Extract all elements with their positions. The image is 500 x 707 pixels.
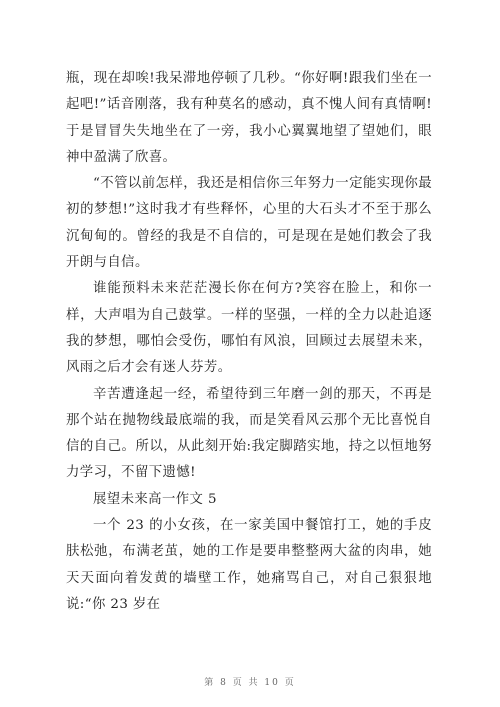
section-heading: 展望未来高一作文 5: [93, 491, 217, 507]
paragraph-3: 谁能预料未来茫茫漫长你在何方?笑容在脸上，和你一样，大声唱为自己鼓掌。一样的坚强，一样的全力以赴追逐我的梦想，哪怕会受伤，哪怕有风浪，回顾过去展望未来，风雨之后才会有迷人芬芳。: [66, 281, 432, 376]
document-body: [66, 66, 432, 618]
page-number-footer: 第 8 页 共 10 页: [204, 678, 296, 688]
paragraph-1: 瓶，现在却唉!我呆滞地停顿了几秒。“你好啊!跟我们坐在一起吧!”话音刚落，我有种莫名的感动，真不愧人间有真情啊!于是冒冒失失地坐在了一旁，我小心翼翼地望了望她们，眼神中盈满了欣喜。: [66, 71, 432, 165]
paragraph-2: “不管以前怎样，我还是相信你三年努力一定能实现你最初的梦想!”这时我才有些释怀，心里的大石头才不至于那么沉甸甸的。曾经的我是不自信的，可是现在是她们教会了我开朗与自信。: [66, 176, 432, 271]
paragraph-4: 辛苦遭逢起一经，希望待到三年磨一剑的那天，不再是那个站在抛物线最底端的我，而是笑看风云那个无比喜悦自信的自己。所以，从此刻开始:我定脚踏实地，持之以恒地努力学习，不留下遗憾!: [66, 386, 432, 481]
paragraph-5: 一个 23 的小女孩，在一家美国中餐馆打工，她的手皮肤松弛，布满老茧，她的工作是要串整整两大盆的肉串，她天天面向着发黄的墙壁工作，她痛骂自己，对自己狠狠地说:“你 23 岁在: [66, 518, 432, 612]
